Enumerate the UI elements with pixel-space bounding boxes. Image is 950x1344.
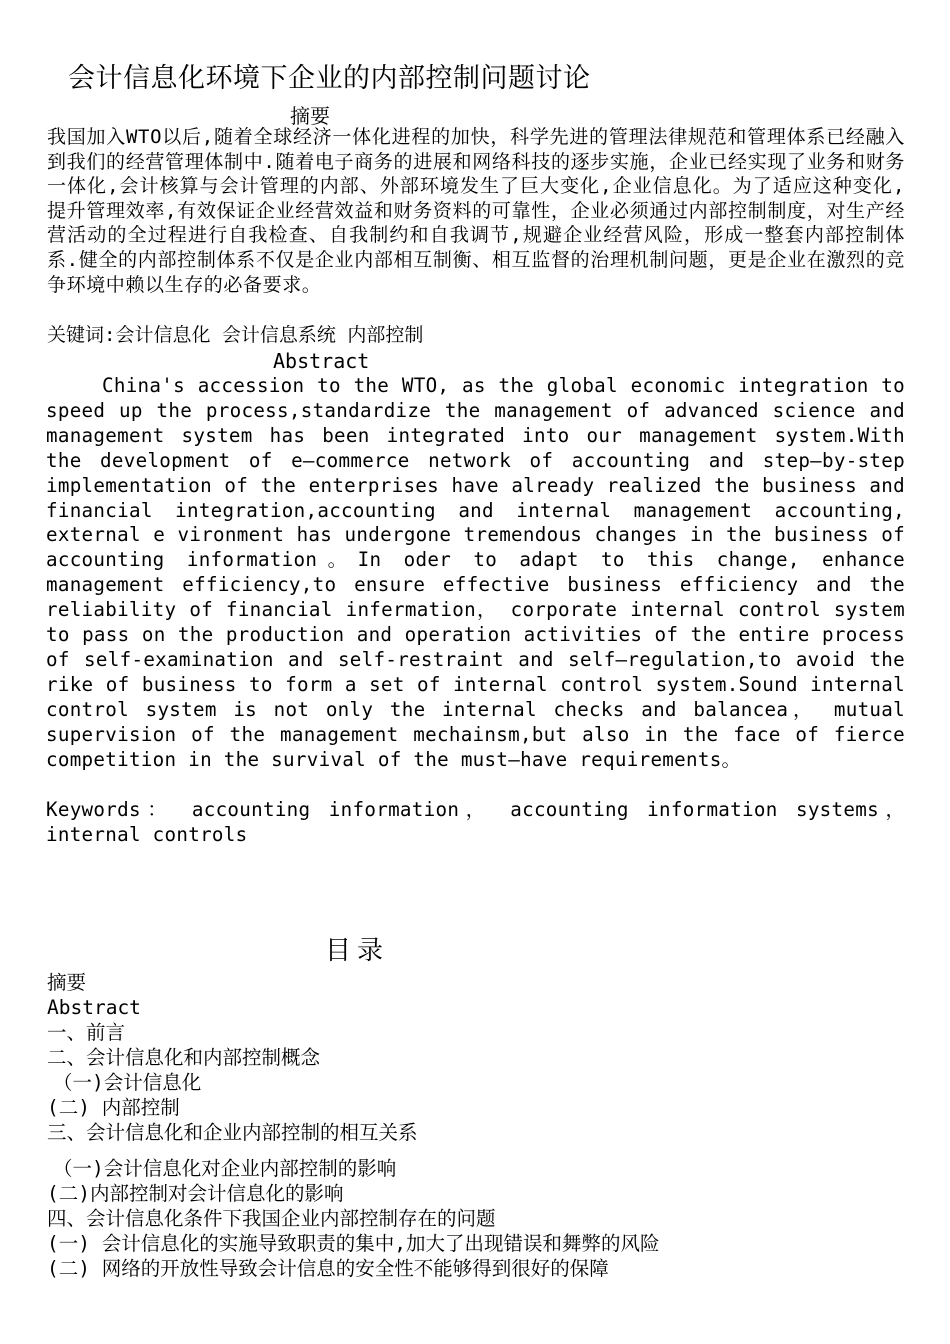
toc-item: (二)内部控制对会计信息化的影响: [47, 1182, 344, 1205]
toc-item: 一、前言: [47, 1021, 126, 1044]
toc-item: (一) 会计信息化的实施导致职责的集中,加大了出现错误和舞弊的风险: [47, 1232, 660, 1255]
toc-item: 摘要: [47, 971, 87, 994]
toc-item: （一)会计信息化: [53, 1071, 202, 1094]
keywords-en: Keywords： accounting information， accounting information systems， internal controls: [46, 798, 905, 846]
toc-item: 四、会计信息化条件下我国企业内部控制存在的问题: [47, 1207, 496, 1230]
abstract-en-heading: Abstract: [273, 349, 370, 373]
table-of-contents: [47, 970, 659, 1281]
toc-item: (二) 内部控制: [47, 1096, 180, 1119]
abstract-cn-heading: 摘要: [290, 104, 330, 128]
abstract-en-body: China's accession to the WTO, as the global economic integration to speed up the process,standardize the management of advanced science and management system has been integrated into our management system.With the development of e—commerce network of accounting and step—by-step implementation of the enterprises have already realized the business and financial integration,accounting and internal management accounting, external e vironment has undergone tremendous changes in the business of accounting information。In oder to adapt to this change, enhance management efficiency,to ensure effective business efficiency and the reliability of financial infermation， corporate internal control system to pass on the production and operation activities of the entire process of self-examination and self-restraint and self—regulation,to avoid the rike of business to form a set of internal control system.Sound internal control system is not only the internal checks and balancea， mutual supervision of the management mechainsm,but also in the face of fierce competition in the survival of the must—have requirements。: [46, 374, 905, 771]
keywords-cn: 关键词:会计信息化 会计信息系统 内部控制: [47, 324, 424, 346]
toc-item: 二、会计信息化和内部控制概念: [47, 1046, 321, 1069]
toc-item: (二) 网络的开放性导致会计信息的安全性不能够得到很好的保障: [47, 1257, 609, 1280]
page-title: 会计信息化环境下企业的内部控制问题讨论: [68, 63, 591, 94]
toc-item: Abstract: [47, 996, 141, 1019]
toc-item: （一)会计信息化对企业内部控制的影响: [53, 1157, 397, 1180]
toc-title: 目录: [325, 936, 390, 966]
toc-item: 三、会计信息化和企业内部控制的相互关系: [47, 1121, 418, 1144]
abstract-cn-body: 我国加入WTO以后,随着全球经济一体化进程的加快，科学先进的管理法律规范和管理体系已经融入到我们的经营管理体制中.随着电子商务的进展和网络科技的逐步实施，企业已经实现了业务和财务一体化,会计核算与会计管理的内部、外部环境发生了巨大变化,企业信息化。为了适应这种变化,提升管理效率,有效保证企业经营效益和财务资料的可靠性，企业必须通过内部控制制度，对生产经营活动的全过程进行自我检查、自我制约和自我调节,规避企业经营风险，形成一整套内部控制体系.健全的内部控制体系不仅是企业内部相互制衡、相互监督的治理机制问题，更是企业在激烈的竞争环境中赖以生存的必备要求。: [47, 126, 905, 296]
